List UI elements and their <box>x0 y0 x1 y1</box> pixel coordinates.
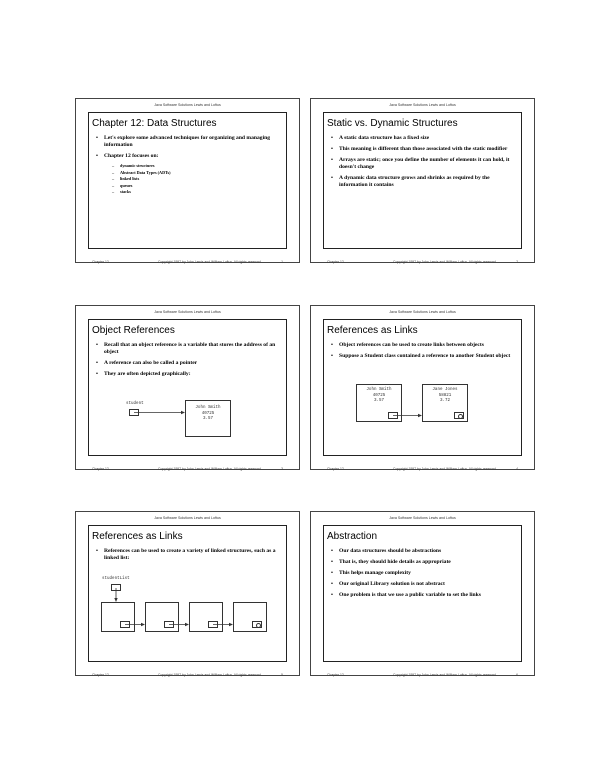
footer-copyright: Copyright 1997 by John Lewis and William Loftus. All rights reserved. <box>393 467 497 471</box>
slide-frame <box>323 112 522 249</box>
bullet: • Suppose a Student class contained a reference to another Student object <box>328 353 518 360</box>
footer-copyright: Copyright 1997 by John Lewis and William Loftus. All rights reserved. <box>158 673 262 677</box>
footer-copyright: Copyright 1997 by John Lewis and William Loftus. All rights reserved. <box>393 260 497 264</box>
footer-chapter: Chapter 12 <box>327 260 344 264</box>
bullet-list <box>93 135 283 200</box>
object-field: 3.72 <box>439 399 451 403</box>
slide-5 <box>75 511 300 676</box>
sub-bullet: – linked lists <box>112 176 283 183</box>
slide-header: Java Software Solutions Lewis and Loftus <box>389 516 456 520</box>
footer-chapter: Chapter 12 <box>92 467 109 471</box>
footer-chapter: Chapter 12 <box>92 673 109 677</box>
list-arrows <box>89 526 288 663</box>
slide-title: Chapter 12: Data Structures <box>92 118 217 129</box>
sub-bullet: – queues <box>112 183 283 190</box>
bullet: • References can be used to create a variety of linked structures, such as a linked list: <box>93 548 283 562</box>
slide-3 <box>75 305 300 470</box>
bullet-list <box>328 135 518 193</box>
slide-1 <box>75 98 300 263</box>
link-arrow <box>324 320 523 457</box>
slide-header: Java Software Solutions Lewis and Loftus <box>389 310 456 314</box>
bullet: • Let's explore some advanced techniques for organizing and managing information <box>93 135 283 149</box>
slide-4 <box>310 305 535 470</box>
object-field: 3.57 <box>373 399 385 403</box>
slide-2 <box>310 98 535 263</box>
bullet-list <box>328 548 518 603</box>
bullet: • A dynamic data structure grows and shrinks as required by the information it contains <box>328 175 518 189</box>
slide-frame <box>323 319 522 456</box>
sub-bullet: – stacks <box>112 189 283 196</box>
bullet: • This meaning is different than those associated with the static modifier <box>328 146 518 153</box>
sub-bullet: – Abstract Data Types (ADTs) <box>112 170 283 177</box>
slide-title: Abstraction <box>327 531 378 542</box>
slide-header: Java Software Solutions Lewis and Loftus <box>154 516 221 520</box>
bullet: • Object references can be used to create links between objects <box>328 342 518 349</box>
bullet: • A reference can also be called a pointer <box>93 360 283 367</box>
slide-title: References as Links <box>92 531 183 542</box>
variable-label: studentList <box>102 577 130 581</box>
footer-copyright: Copyright 1997 by John Lewis and William Loftus. All rights reserved. <box>393 673 497 677</box>
object-field: 40725 <box>372 393 386 398</box>
footer-page-number: 5 <box>281 673 283 677</box>
object-field: 58821 <box>438 393 452 398</box>
bullet: • Arrays are static; once you define the number of elements it can hold, it doesn't change <box>328 157 518 171</box>
slide-header: Java Software Solutions Lewis and Loftus <box>154 310 221 314</box>
slide-title: References as Links <box>327 325 418 336</box>
slide-frame <box>88 525 287 662</box>
bullet <box>93 153 283 196</box>
object-field: John Smith <box>366 388 392 392</box>
sub-bullet: – dynamic structures <box>112 163 283 170</box>
slide-header: Java Software Solutions Lewis and Loftus <box>389 103 456 107</box>
bullet: • They are often depicted graphically: <box>93 371 283 378</box>
bullet: • Our data structures should be abstractions <box>328 548 518 555</box>
bullet: • One problem is that we use a public variable to set the links <box>328 592 518 599</box>
bullet: • Our original Library solution is not abstract <box>328 581 518 588</box>
object-field: Jane Jones <box>432 388 458 392</box>
footer-page-number: 1 <box>281 260 283 264</box>
footer-page-number: 6 <box>516 673 518 677</box>
slide-title: Object References <box>92 325 175 336</box>
footer-chapter: Chapter 12 <box>92 260 109 264</box>
footer-page-number: 4 <box>516 467 518 471</box>
slide-title: Static vs. Dynamic Structures <box>327 118 458 129</box>
slide-header: Java Software Solutions Lewis and Loftus <box>154 103 221 107</box>
object-field: 3.57 <box>202 417 214 421</box>
bullet: • A static data structure has a fixed size <box>328 135 518 142</box>
sub-bullet-list <box>104 163 283 196</box>
footer-chapter: Chapter 12 <box>327 467 344 471</box>
footer-copyright: Copyright 1997 by John Lewis and William Loftus. All rights reserved. <box>158 260 262 264</box>
variable-label: student <box>126 402 144 406</box>
object-field: John Smith <box>195 406 221 410</box>
bullet: • Recall that an object reference is a variable that stores the address of an object <box>93 342 283 356</box>
footer-chapter: Chapter 12 <box>327 673 344 677</box>
bullet: • This helps manage complexity <box>328 570 518 577</box>
slide-frame <box>323 525 522 662</box>
footer-page-number: 2 <box>516 260 518 264</box>
object-box <box>185 400 231 437</box>
slide-frame <box>88 112 287 249</box>
bullet-text: Chapter 12 focuses on: <box>104 153 159 159</box>
footer-page-number: 3 <box>281 467 283 471</box>
slide-6 <box>310 511 535 676</box>
object-field: 40725 <box>201 411 215 416</box>
slide-frame <box>88 319 287 456</box>
bullet: • That is, they should hide details as appropriate <box>328 559 518 566</box>
footer-copyright: Copyright 1997 by John Lewis and William Loftus. All rights reserved. <box>158 467 262 471</box>
